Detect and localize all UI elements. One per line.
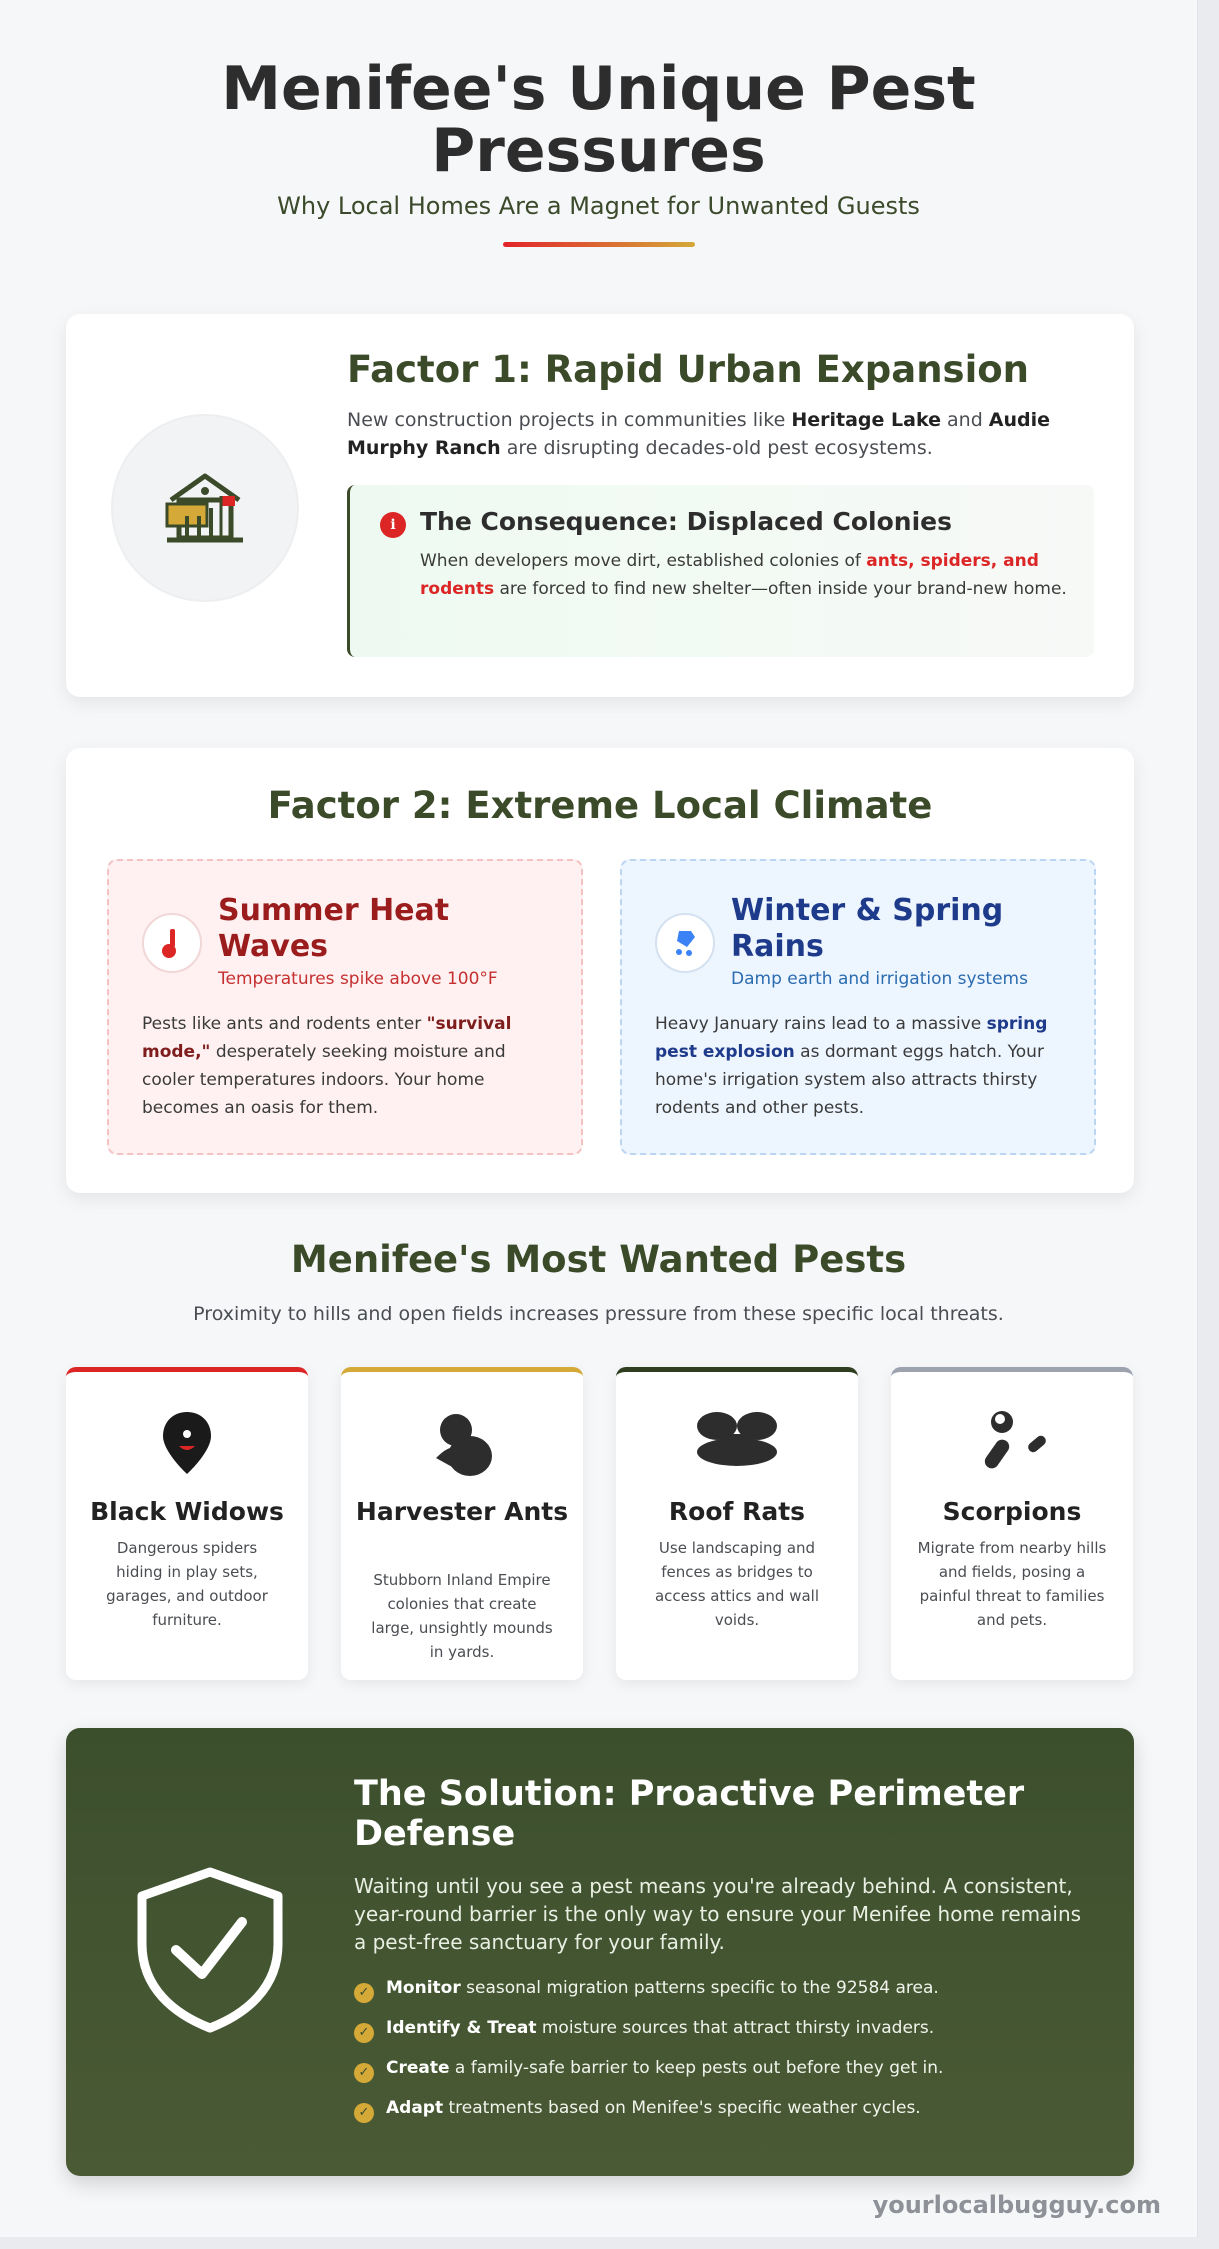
factor1-icon-circle <box>111 414 299 602</box>
scorpion-icon <box>982 1408 1052 1478</box>
page-subtitle: Why Local Homes Are a Magnet for Unwanted Guests <box>277 192 920 220</box>
pest-card-roof-rats <box>616 1367 858 1680</box>
pests-header <box>0 1238 1197 1325</box>
consequence-callout <box>347 485 1094 657</box>
check-icon: ✓ <box>354 2103 374 2123</box>
rain-text: Heavy January rains lead to a massive spring pest explosion as dormant eggs hatch. Your home's irrigation system also attracts thirsty rodents and other pests. <box>655 1014 1048 1118</box>
spider-icon <box>157 1408 217 1478</box>
pest-desc: Dangerous spiders hiding in play sets, garages, and outdoor furniture. <box>106 1539 268 1629</box>
rain-box <box>620 859 1096 1155</box>
solution-title: The Solution: Proactive Perimeter Defense <box>354 1774 1025 1854</box>
house-icon <box>161 464 249 552</box>
pests-subtitle: Proximity to hills and open fields increases pressure from these specific local threats. <box>193 1303 1004 1325</box>
check-icon: ✓ <box>354 2063 374 2083</box>
pest-card-harvester-ants <box>341 1367 583 1680</box>
check-icon: ✓ <box>354 1983 374 2003</box>
solution-intro: Waiting until you see a pest means you're already behind. A consistent, year-round barrier is the only way to ensure your Menifee home remains a pest-free sanctuary for your family. <box>354 1874 1082 1954</box>
pests-title: Menifee's Most Wanted Pests <box>290 1238 907 1281</box>
thermometer-icon-circle <box>142 913 202 973</box>
factor2-title: Factor 2: Extreme Local Climate <box>267 784 933 827</box>
consequence-text: When developers move dirt, established colonies of ants, spiders, and rodents are forced to find new shelter—often inside your brand-new home. <box>420 551 1067 599</box>
watermark: yourlocalbugguy.com <box>872 2191 1161 2219</box>
pest-name: Harvester Ants <box>355 1497 569 1526</box>
page-title: Menifee's Unique Pest Pressures <box>221 54 976 186</box>
solution-list <box>354 1968 943 2128</box>
rain-tag: Damp earth and irrigation systems <box>731 969 1028 989</box>
pest-name: Black Widows <box>90 1497 284 1526</box>
solution-card <box>66 1728 1134 2176</box>
thermometer-icon <box>158 927 184 959</box>
pest-card-scorpions <box>891 1367 1133 1680</box>
rain-icon-circle <box>655 913 715 973</box>
list-item: ✓ Monitor seasonal migration patterns specific to the 92584 area. <box>354 1968 943 2008</box>
ant-icon <box>432 1408 498 1478</box>
heat-tag: Temperatures spike above 100°F <box>218 969 498 989</box>
factor1-intro: New construction projects in communities like Heritage Lake and Audie Murphy Ranch are disrupting decades-old pest ecosystems. <box>347 409 1051 459</box>
check-icon: ✓ <box>354 2023 374 2043</box>
pest-desc: Stubborn Inland Empire colonies that create large, unsightly mounds in yards. <box>371 1571 553 1661</box>
consequence-title: The Consequence: Displaced Colonies <box>420 507 952 536</box>
factor2-card <box>66 748 1134 1193</box>
list-item: ✓ Identify & Treat moisture sources that attract thirsty invaders. <box>354 2008 943 2048</box>
pest-name: Roof Rats <box>668 1497 806 1526</box>
heat-box <box>107 859 583 1155</box>
header <box>0 54 1197 247</box>
shield-check-icon <box>130 1864 290 2034</box>
pest-card-black-widows <box>66 1367 308 1680</box>
pest-name: Scorpions <box>942 1497 1082 1526</box>
pest-desc: Use landscaping and fences as bridges to access attics and wall voids. <box>654 1539 820 1629</box>
heat-text: Pests like ants and rodents enter "survival mode," desperately seeking moisture and cooler temperatures indoors. Your home becomes an oasis for them. <box>142 1014 512 1118</box>
rat-icon <box>695 1410 779 1470</box>
list-item: ✓ Adapt treatments based on Menifee's specific weather cycles. <box>354 2088 943 2128</box>
list-item: ✓ Create a family-safe barrier to keep pests out before they get in. <box>354 2048 943 2088</box>
rain-title: Winter & Spring Rains <box>731 893 1004 964</box>
info-icon: i <box>380 512 406 538</box>
title-underline <box>503 242 695 247</box>
factor1-title: Factor 1: Rapid Urban Expansion <box>347 348 1030 391</box>
heat-title: Summer Heat Waves <box>218 893 450 964</box>
pest-desc: Migrate from nearby hills and fields, posing a painful threat to families and pets. <box>917 1539 1107 1629</box>
factor1-card <box>66 314 1134 697</box>
rain-icon <box>671 927 699 959</box>
